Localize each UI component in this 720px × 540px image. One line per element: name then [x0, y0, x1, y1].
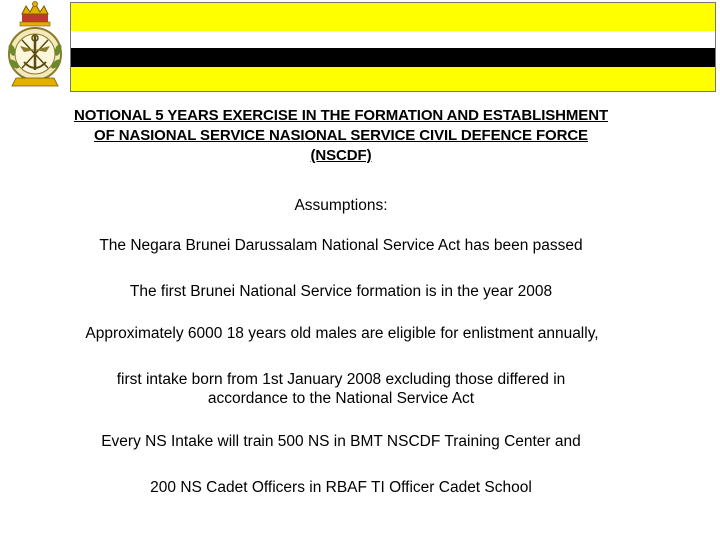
- assumption-item: 200 NS Cadet Officers in RBAF TI Officer Cadet School: [150, 479, 532, 496]
- title-line-3: (NSCDF): [310, 147, 372, 164]
- document-title: [0, 106, 682, 166]
- assumption-item: The Negara Brunei Darussalam National Service Act has been passed: [99, 237, 583, 254]
- title-line-1: NOTIONAL 5 YEARS EXERCISE IN THE FORMATION AND ESTABLISHMENT: [73, 107, 609, 124]
- assumption-item: Approximately 6000 18 years old males are eligible for enlistment annually,: [85, 325, 599, 342]
- assumption-item: Every NS Intake will train 500 NS in BMT NSCDF Training Center and: [101, 433, 581, 450]
- assumption-item: first intake born from 1st January 2008 excluding those differed in: [116, 371, 566, 388]
- brunei-flag-banner: [70, 2, 716, 92]
- assumption-item: accordance to the National Service Act: [207, 390, 475, 407]
- flag-white-stripe: [71, 31, 715, 48]
- brunei-armed-forces-emblem-icon: [2, 0, 68, 92]
- assumptions-heading: Assumptions:: [294, 197, 388, 214]
- flag-black-stripe: [71, 48, 715, 67]
- assumption-item: The first Brunei National Service formation is in the year 2008: [129, 283, 553, 300]
- title-line-2: OF NASIONAL SERVICE NASIONAL SERVICE CIVIL DEFENCE FORCE: [94, 127, 588, 144]
